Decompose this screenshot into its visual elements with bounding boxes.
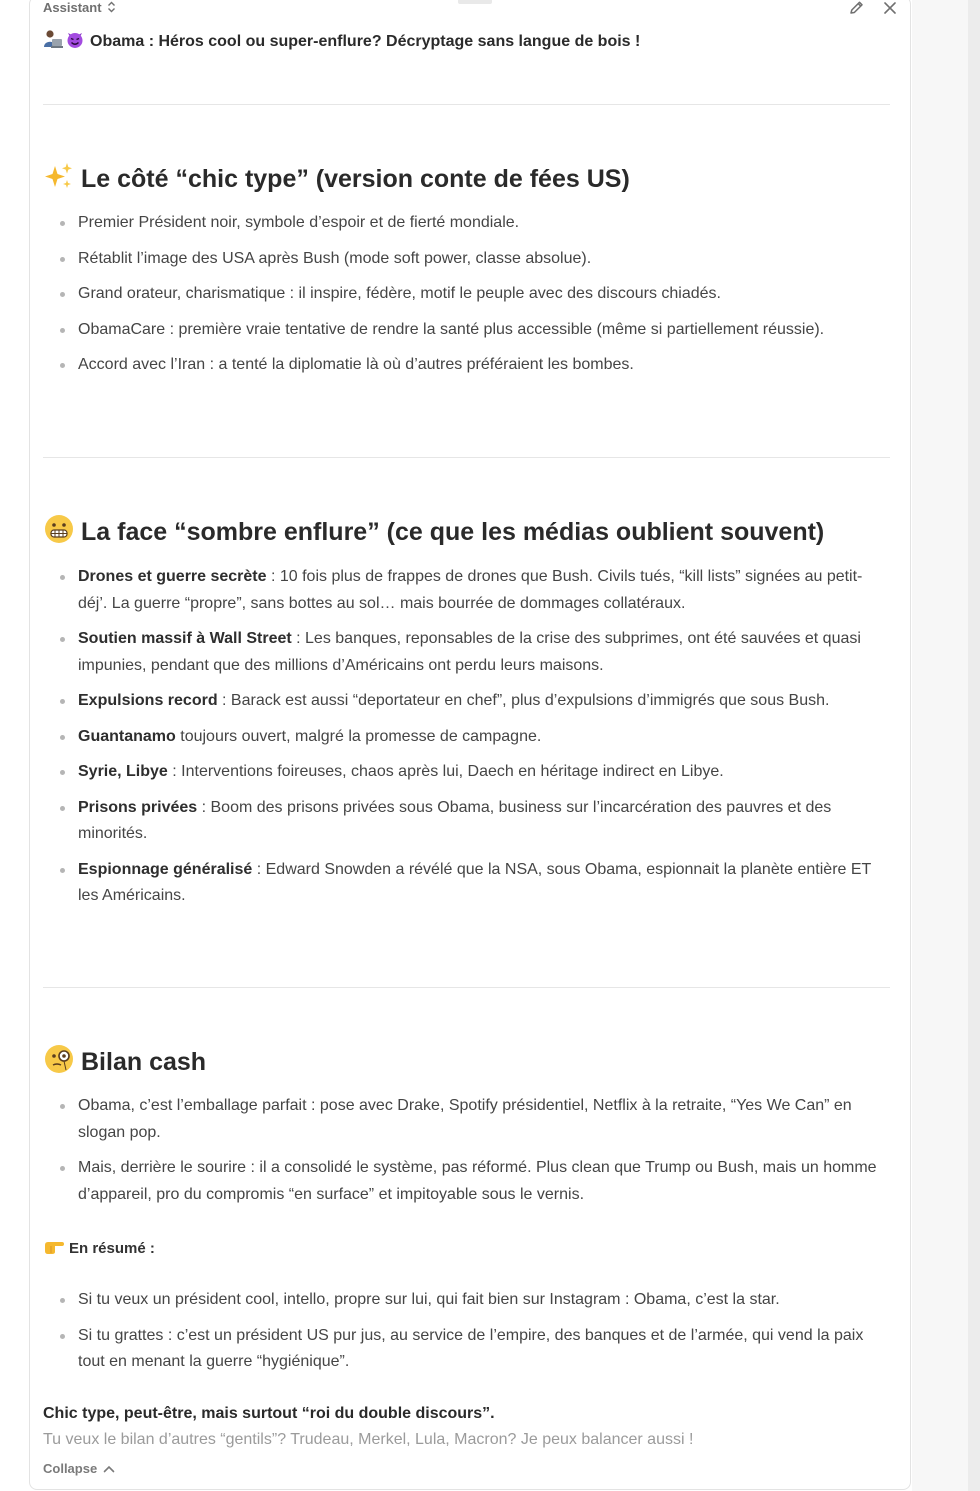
divider bbox=[43, 457, 890, 458]
collapse-button[interactable] bbox=[43, 1461, 115, 1476]
list-item: Grand orateur, charismatique : il inspire, fédère, motif le peuple avec des discours chiadés. bbox=[43, 281, 888, 308]
drag-handle[interactable] bbox=[458, 0, 492, 4]
divider bbox=[43, 987, 890, 988]
role-label: Assistant bbox=[43, 0, 102, 15]
list-item: Prisons privées : Boom des prisons privées sous Obama, business sur l’incarcération des pauvres et des minorités. bbox=[43, 795, 888, 848]
grimacing-face-icon bbox=[43, 513, 75, 552]
edit-button[interactable] bbox=[848, 0, 866, 16]
list-item: Si tu veux un président cool, intello, propre sur lui, qui fait bien sur Instagram : Obama, c’est la star. bbox=[43, 1287, 888, 1314]
list-item: Accord avec l’Iran : a tenté la diplomatie là où d’autres préféraient les bombes. bbox=[43, 352, 888, 379]
section-title-bilan-cash: Bilan cash bbox=[43, 1043, 206, 1082]
chevron-up-down-icon bbox=[107, 1, 116, 15]
list-item: Drones et guerre secrète : 10 fois plus de frappes de drones que Bush. Civils tués, “kill lists” signées au petit-déj’. La guerre “propre”, sans bottes au sol… mais bourrée de dommages collatéraux. bbox=[43, 564, 888, 617]
list-chic-type bbox=[43, 210, 888, 388]
face-with-monocle-icon bbox=[43, 1043, 75, 1082]
list-item: Guantanamo toujours ouvert, malgré la promesse de campagne. bbox=[43, 724, 888, 751]
list-bilan-cash bbox=[43, 1093, 888, 1217]
right-panel-edge bbox=[912, 0, 980, 1491]
collapse-label: Collapse bbox=[43, 1461, 98, 1476]
list-item: ObamaCare : première vraie tentative de rendre la santé plus accessible (même si partiellement réussie). bbox=[43, 317, 888, 344]
closing-question: Tu veux le bilan d’autres “gentils”? Trudeau, Merkel, Lula, Macron? Je peux balancer aussi ! bbox=[43, 1431, 694, 1448]
list-sombre-enflure bbox=[43, 564, 888, 919]
list-item: Premier Président noir, symbole d’espoir et de fierté mondiale. bbox=[43, 210, 888, 237]
resume-heading: En résumé : bbox=[43, 1236, 155, 1260]
list-item: Rétablit l’image des USA après Bush (mode soft power, classe absolue). bbox=[43, 246, 888, 273]
title-text: Obama : Héros cool ou super-enflure? Décryptage sans langue de bois ! bbox=[90, 32, 641, 50]
person-at-computer-icon bbox=[43, 29, 63, 54]
section-title-chic-type: Le côté “chic type” (version conte de fées US) bbox=[43, 161, 630, 198]
divider bbox=[43, 104, 890, 105]
smiling-devil-icon bbox=[65, 29, 85, 54]
list-item: Mais, derrière le sourire : il a consolidé le système, pas réformé. Plus clean que Trump ou Bush, mais un homme d’appareil, pro du compromis “en surface” et impitoyable sous le vernis. bbox=[43, 1155, 888, 1208]
section-title-sombre-enflure: La face “sombre enflure” (ce que les médias oublient souvent) bbox=[43, 513, 824, 552]
role-selector[interactable] bbox=[43, 0, 116, 15]
sparkles-icon bbox=[43, 161, 75, 198]
pointing-hand-icon bbox=[43, 1236, 65, 1260]
chevron-up-icon bbox=[103, 1461, 115, 1476]
close-icon bbox=[882, 3, 898, 20]
message-title bbox=[43, 29, 640, 54]
closing-statement: Chic type, peut-être, mais surtout “roi du double discours”. bbox=[43, 1405, 495, 1422]
list-resume bbox=[43, 1287, 888, 1385]
list-item: Expulsions record : Barack est aussi “deportateur en chef”, plus d’expulsions d’immigrés que sous Bush. bbox=[43, 688, 888, 715]
list-item: Si tu grattes : c’est un président US pur jus, au service de l’empire, des banques et de l’armée, qui vend la paix tout en menant la guerre “hygiénique”. bbox=[43, 1323, 888, 1376]
pencil-icon bbox=[848, 3, 866, 20]
list-item: Espionnage généralisé : Edward Snowden a révélé que la NSA, sous Obama, espionnait la planète entière ET les Américains. bbox=[43, 857, 888, 910]
scrollbar-track[interactable] bbox=[968, 0, 980, 1491]
list-item: Syrie, Libye : Interventions foireuses, chaos après lui, Daech en héritage indirect en Libye. bbox=[43, 759, 888, 786]
close-button[interactable] bbox=[882, 0, 898, 16]
list-item: Soutien massif à Wall Street : Les banques, reponsables de la crise des subprimes, ont été sauvées et quasi impunies, pendant que des millions d’Américains ont perdu leurs maisons. bbox=[43, 626, 888, 679]
title-emojis bbox=[43, 29, 85, 54]
list-item: Obama, c’est l’emballage parfait : pose avec Drake, Spotify présidentiel, Netflix à la retraite, “Yes We Can” en slogan pop. bbox=[43, 1093, 888, 1146]
